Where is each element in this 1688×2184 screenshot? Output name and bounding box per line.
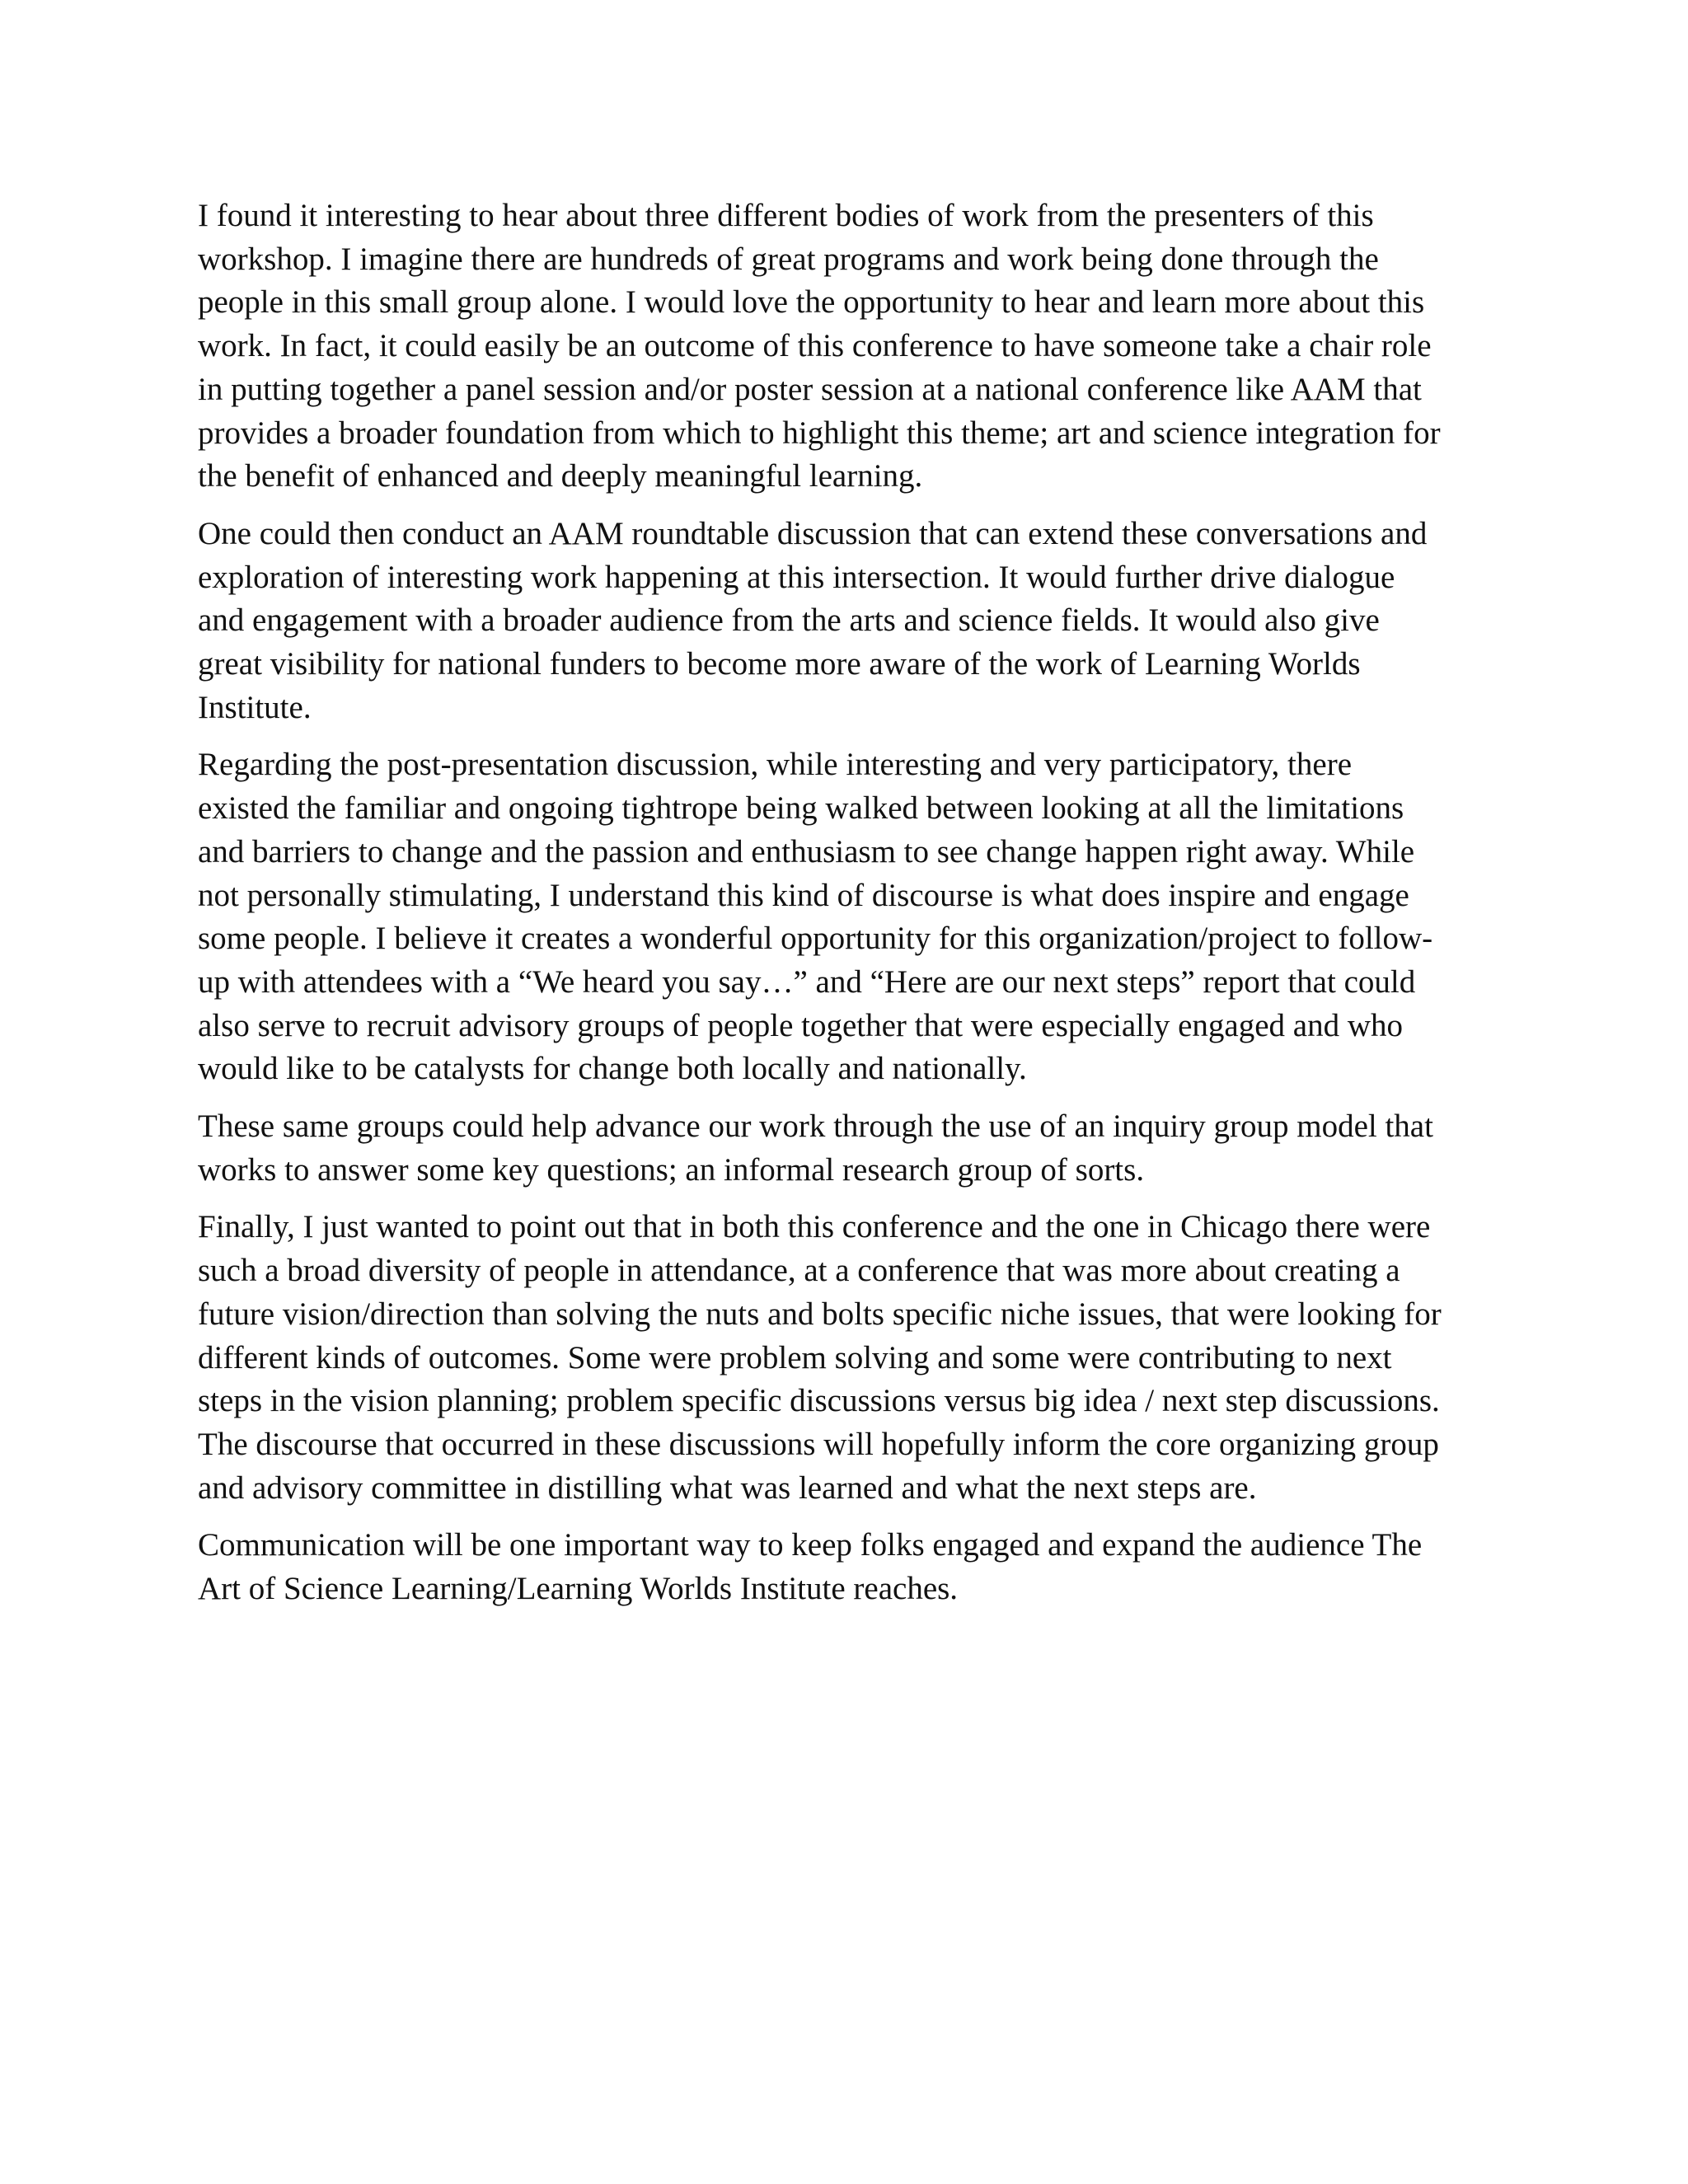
text-line: and engagement with a broader audience from the arts and science fields. It would also give	[198, 602, 1380, 639]
text-line: such a broad diversity of people in attendance, at a conference that was more about creating a	[198, 1253, 1400, 1289]
text-line: These same groups could help advance our work through the use of an inquiry group model that	[198, 1108, 1433, 1145]
text-line: workshop. I imagine there are hundreds of great programs and work being done through the	[198, 241, 1379, 277]
text-line: some people. I believe it creates a wonderful opportunity for this organization/project to follow-	[198, 921, 1433, 957]
text-line: different kinds of outcomes. Some were problem solving and some were contributing to next	[198, 1339, 1392, 1376]
paragraph-communication	[198, 1524, 1500, 1610]
text-line: Institute.	[198, 689, 312, 725]
paragraph-inquiry-groups	[198, 1105, 1500, 1192]
text-line: The discourse that occurred in these discussions will hopefully inform the core organizing group	[198, 1426, 1439, 1462]
text-line: Finally, I just wanted to point out that in both this conference and the one in Chicago there were	[198, 1209, 1431, 1245]
text-line: One could then conduct an AAM roundtable discussion that can extend these conversations and	[198, 515, 1428, 551]
text-line: and barriers to change and the passion and enthusiasm to see change happen right away. While	[198, 833, 1415, 869]
text-line: in putting together a panel session and/or poster session at a national conference like AAM that	[198, 371, 1422, 407]
text-line: up with attendees with a “We heard you say…” and “Here are our next steps” report that could	[198, 963, 1416, 1000]
text-line: work. In fact, it could easily be an outcome of this conference to have someone take a chair role	[198, 328, 1432, 364]
text-line: future vision/direction than solving the nuts and bolts specific niche issues, that were looking for	[198, 1296, 1442, 1332]
text-line: I found it interesting to hear about three different bodies of work from the presenters of this	[198, 198, 1374, 233]
text-line: people in this small group alone. I would love the opportunity to hear and learn more about this	[198, 284, 1425, 321]
paragraph-conference-diversity	[198, 1206, 1500, 1510]
paragraph-presenters-workshop	[198, 194, 1500, 499]
text-line: also serve to recruit advisory groups of people together that were especially engaged and who	[198, 1007, 1403, 1043]
text-line: and advisory committee in distilling what was learned and what the next steps are.	[198, 1469, 1257, 1506]
text-line: steps in the vision planning; problem specific discussions versus big idea / next step discussions.	[198, 1383, 1440, 1419]
text-line: existed the familiar and ongoing tightrope being walked between looking at all the limitations	[198, 790, 1404, 827]
document-body	[198, 194, 1500, 1625]
paragraph-aam-roundtable	[198, 513, 1500, 730]
text-line: exploration of interesting work happening at this intersection. It would further drive dialogue	[198, 559, 1395, 595]
text-line: Art of Science Learning/Learning Worlds Institute reaches.	[198, 1571, 959, 1607]
paragraph-post-presentation-discussion	[198, 743, 1500, 1091]
text-line: great visibility for national funders to become more aware of the work of Learning Worlds	[198, 646, 1361, 682]
text-line: provides a broader foundation from which to highlight this theme; art and science integration for	[198, 415, 1441, 451]
text-line: not personally stimulating, I understand this kind of discourse is what does inspire and engage	[198, 877, 1409, 913]
text-line: Communication will be one important way to keep folks engaged and expand the audience The	[198, 1527, 1423, 1563]
text-line: Regarding the post-presentation discussion, while interesting and very participatory, there	[198, 747, 1353, 783]
text-line: the benefit of enhanced and deeply meaningful learning.	[198, 458, 923, 494]
text-line: would like to be catalysts for change both locally and nationally.	[198, 1051, 1027, 1087]
text-line: works to answer some key questions; an informal research group of sorts.	[198, 1151, 1145, 1188]
